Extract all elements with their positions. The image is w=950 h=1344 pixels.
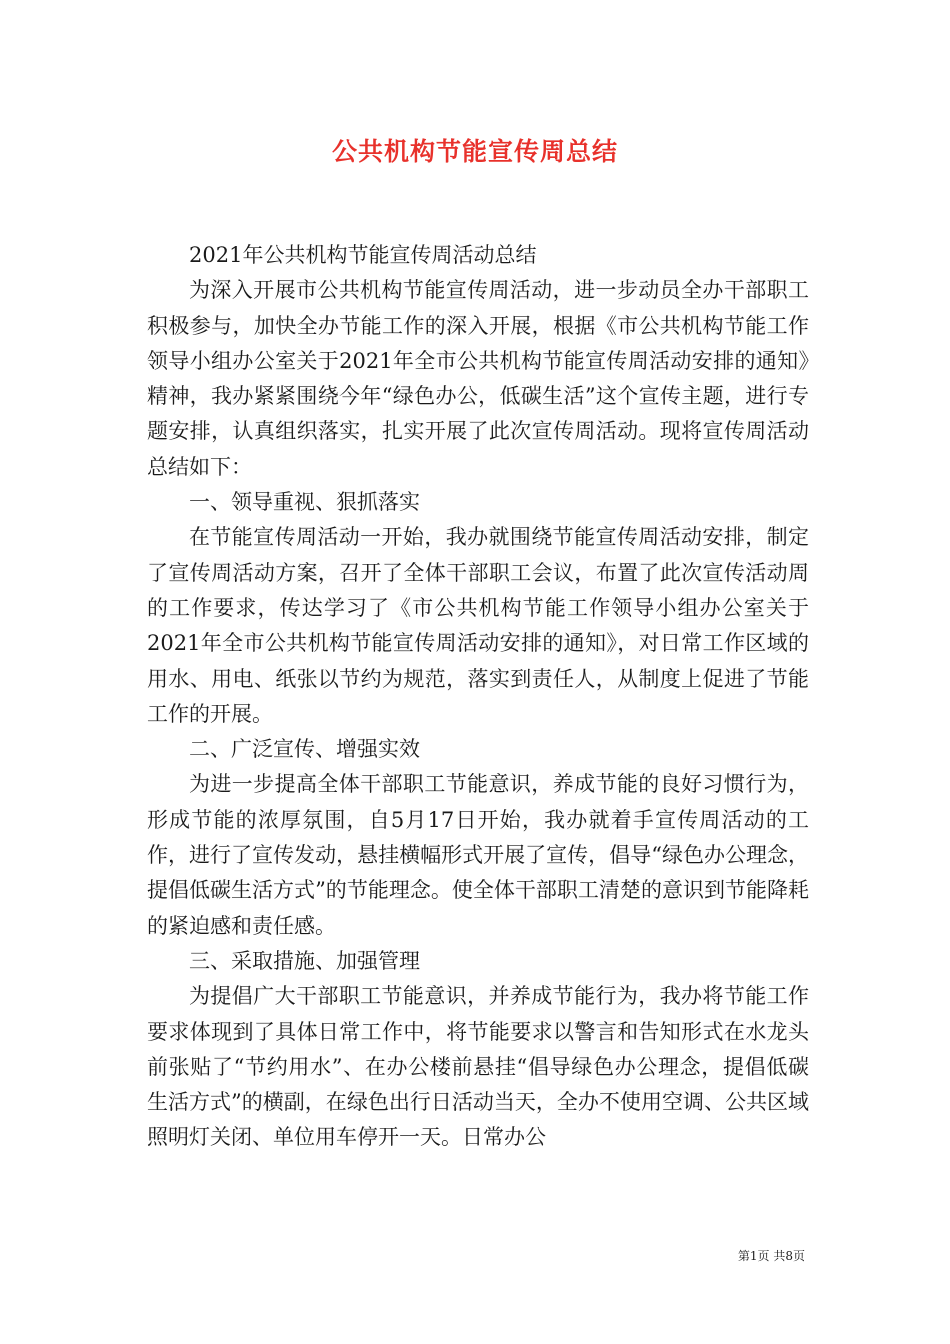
- section-heading-2: 二、广泛宣传、增强实效: [189, 737, 420, 762]
- page-number-footer: 第1页 共8页: [737, 1249, 805, 1263]
- section-paragraph-3: 为提倡广大干部职工节能意识，并养成节能行为，我办将节能工作要求体现到了具体日常工作中，将节能要求以警言和告知形式在水龙头前张贴了“节约用水”、在办公楼前悬挂“倡导绿色办公理念，提倡低碳生活方式”的横副，在绿色出行日活动当天，全办不使用空调、公共区域照明灯关闭、单位用车停开一天。日常办公: [147, 984, 809, 1150]
- subtitle-paragraph: 2021年公共机构节能宣传周活动总结: [189, 243, 537, 267]
- document-body: [147, 238, 809, 1156]
- document-title: 公共机构节能宣传周总结: [331, 137, 618, 166]
- intro-paragraph: 为深入开展市公共机构节能宣传周活动，进一步动员全办干部职工积极参与，加快全办节能工作的深入开展，根据《市公共机构节能工作领导小组办公室关于2021年全市公共机构节能宣传周活动安排的通知》精神，我办紧紧围绕今年“绿色办公，低碳生活”这个宣传主题，进行专题安排，认真组织落实，扎实开展了此次宣传周活动。现将宣传周活动总结如下：: [147, 278, 809, 479]
- section-heading-3: 三、采取措施、加强管理: [189, 948, 420, 973]
- section-paragraph-2: 为进一步提高全体干部职工节能意识，养成节能的良好习惯行为，形成节能的浓厚氛围，自5月17日开始，我办就着手宣传周活动的工作，进行了宣传发动，悬挂横幅形式开展了宣传，倡导“绿色办公理念，提倡低碳生活方式”的节能理念。使全体干部职工清楚的意识到节能降耗的紧迫感和责任感。: [147, 772, 809, 938]
- section-paragraph-1: 在节能宣传周活动一开始，我办就围绕节能宣传周活动安排，制定了宣传周活动方案，召开了全体干部职工会议，布置了此次宣传活动周的工作要求，传达学习了《市公共机构节能工作领导小组办公室关于2021年全市公共机构节能宣传周活动安排的通知》，对日常工作区域的用水、用电、纸张以节约为规范，落实到责任人，从制度上促进了节能工作的开展。: [147, 525, 809, 726]
- section-heading-1: 一、领导重视、狠抓落实: [189, 490, 420, 515]
